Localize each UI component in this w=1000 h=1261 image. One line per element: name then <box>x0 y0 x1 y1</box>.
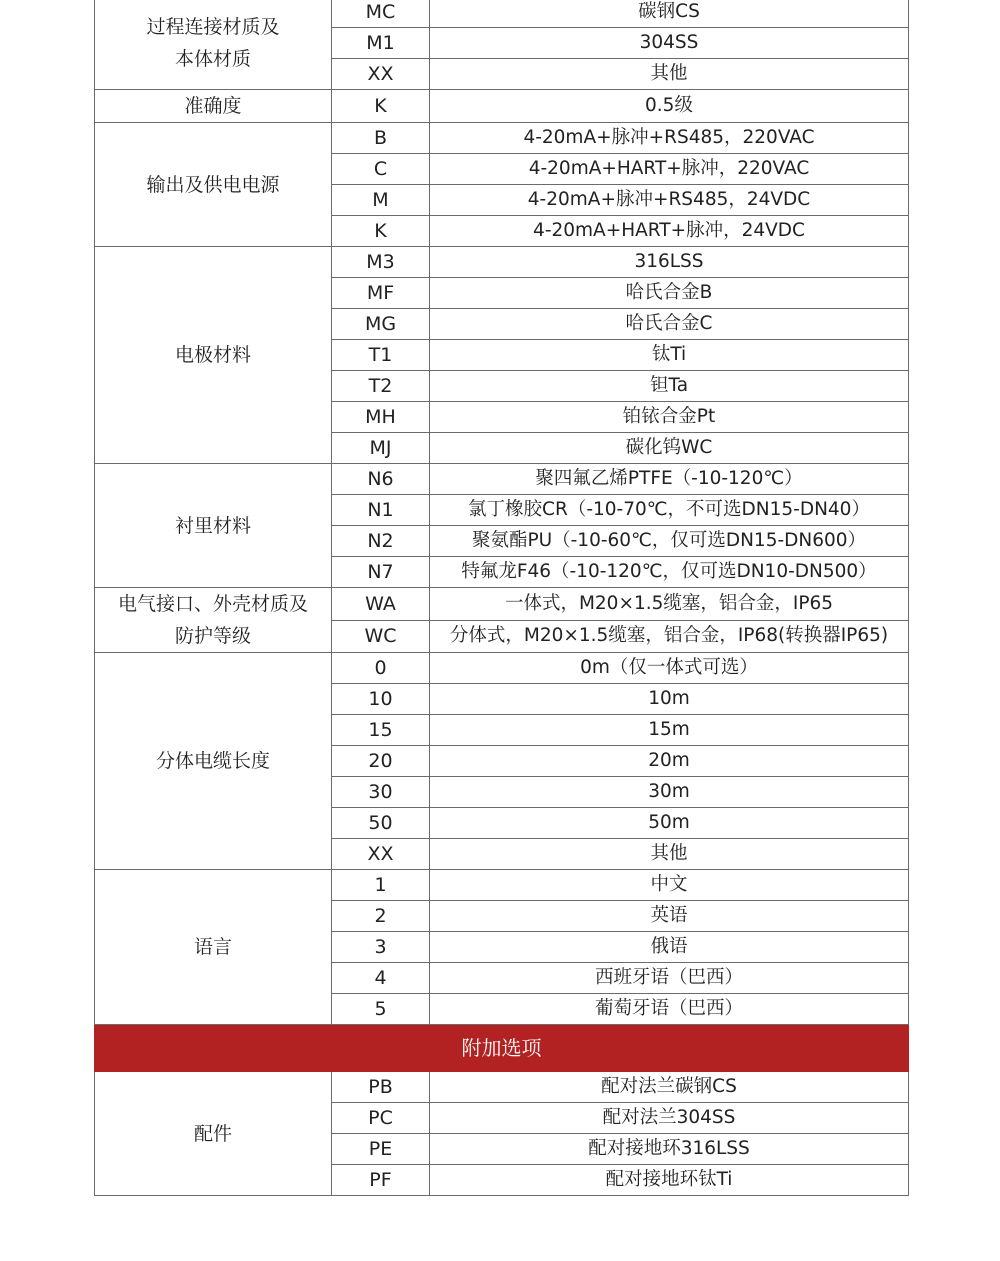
description-cell: 316LSS <box>430 247 909 278</box>
category-cell <box>95 870 332 1025</box>
description-cell: 其他 <box>430 839 909 870</box>
category-cell <box>95 247 332 464</box>
description-cell: 30m <box>430 777 909 808</box>
table-row <box>95 1072 909 1103</box>
spec-table <box>94 0 909 1196</box>
code-cell: C <box>332 154 430 185</box>
code-cell: 20 <box>332 746 430 777</box>
code-cell: 1 <box>332 870 430 901</box>
code-cell: 50 <box>332 808 430 839</box>
code-cell: MJ <box>332 433 430 464</box>
description-cell: 10m <box>430 684 909 715</box>
description-cell: 葡萄牙语（巴西） <box>430 994 909 1025</box>
description-cell: 0m（仅一体式可选） <box>430 653 909 684</box>
code-cell: K <box>332 90 430 123</box>
description-cell: 4-20mA+HART+脉冲，220VAC <box>430 154 909 185</box>
category-cell <box>95 123 332 247</box>
description-cell: 哈氏合金B <box>430 278 909 309</box>
description-cell: 分体式，M20×1.5缆塞，铝合金，IP68(转换器IP65) <box>430 620 909 653</box>
description-cell: 其他 <box>430 59 909 90</box>
description-cell: 配对接地环316LSS <box>430 1134 909 1165</box>
description-cell: 聚四氟乙烯PTFE（-10-120℃） <box>430 464 909 495</box>
table-row <box>95 464 909 495</box>
code-cell: XX <box>332 59 430 90</box>
table-row <box>95 588 909 621</box>
code-cell: PB <box>332 1072 430 1103</box>
category-label: 准确度 <box>184 95 242 117</box>
description-cell: 中文 <box>430 870 909 901</box>
code-cell: K <box>332 216 430 247</box>
description-cell: 聚氨酯PU（-10-60℃，仅可选DN15-DN600） <box>430 526 909 557</box>
code-cell: 4 <box>332 963 430 994</box>
category-label: 电气接口、外壳材质及防护等级 <box>117 593 308 647</box>
code-cell: M1 <box>332 28 430 59</box>
description-cell: 碳钢CS <box>430 0 909 28</box>
description-cell: 碳化钨WC <box>430 433 909 464</box>
addon-banner: 附加选项 <box>95 1025 909 1072</box>
code-cell: XX <box>332 839 430 870</box>
category-label: 配件 <box>193 1122 232 1145</box>
category-label: 电极材料 <box>174 344 251 366</box>
code-cell: 10 <box>332 684 430 715</box>
category-cell <box>95 653 332 870</box>
table-row <box>95 653 909 684</box>
description-cell: 钽Ta <box>430 371 909 402</box>
addon-banner-row <box>95 1025 909 1072</box>
code-cell: N6 <box>332 464 430 495</box>
code-cell: N7 <box>332 557 430 588</box>
code-cell: MH <box>332 402 430 433</box>
table-row <box>95 0 909 28</box>
code-cell: M3 <box>332 247 430 278</box>
code-cell: 0 <box>332 653 430 684</box>
category-cell <box>95 1072 332 1196</box>
description-cell: 一体式，M20×1.5缆塞，铝合金，IP65 <box>430 588 909 621</box>
category-label: 分体电缆长度 <box>155 750 270 772</box>
description-cell: 氯丁橡胶CR（-10-70℃，不可选DN15-DN40） <box>430 495 909 526</box>
table-row <box>95 123 909 154</box>
code-cell: 30 <box>332 777 430 808</box>
description-cell: 20m <box>430 746 909 777</box>
description-cell: 50m <box>430 808 909 839</box>
code-cell: PC <box>332 1103 430 1134</box>
description-cell: 4-20mA+HART+脉冲，24VDC <box>430 216 909 247</box>
category-label: 衬里材料 <box>174 514 251 537</box>
code-cell: B <box>332 123 430 154</box>
description-cell: 英语 <box>430 901 909 932</box>
code-cell: 5 <box>332 994 430 1025</box>
category-cell <box>95 588 332 653</box>
code-cell: PE <box>332 1134 430 1165</box>
description-cell: 4-20mA+脉冲+RS485，220VAC <box>430 123 909 154</box>
description-cell: 铂铱合金Pt <box>430 402 909 433</box>
table-row <box>95 870 909 901</box>
code-cell: MG <box>332 309 430 340</box>
category-label: 语言 <box>193 936 232 958</box>
code-cell: T2 <box>332 371 430 402</box>
code-cell: M <box>332 185 430 216</box>
code-cell: 3 <box>332 932 430 963</box>
category-cell <box>95 90 332 123</box>
description-cell: 俄语 <box>430 932 909 963</box>
description-cell: 0.5级 <box>430 90 909 123</box>
category-label: 过程连接材质及本体材质 <box>146 16 280 70</box>
description-cell: 配对法兰碳钢CS <box>430 1072 909 1103</box>
description-cell: 15m <box>430 715 909 746</box>
category-cell <box>95 0 332 90</box>
code-cell: N1 <box>332 495 430 526</box>
code-cell: PF <box>332 1165 430 1196</box>
description-cell: 哈氏合金C <box>430 309 909 340</box>
category-label: 输出及供电电源 <box>146 173 280 196</box>
description-cell: 配对法兰304SS <box>430 1103 909 1134</box>
code-cell: N2 <box>332 526 430 557</box>
description-cell: 特氟龙F46（-10-120℃，仅可选DN10-DN500） <box>430 557 909 588</box>
description-cell: 钛Ti <box>430 340 909 371</box>
code-cell: T1 <box>332 340 430 371</box>
category-cell <box>95 464 332 588</box>
table-row <box>95 90 909 123</box>
description-cell: 304SS <box>430 28 909 59</box>
code-cell: WC <box>332 620 430 653</box>
code-cell: MF <box>332 278 430 309</box>
table-row <box>95 247 909 278</box>
code-cell: 15 <box>332 715 430 746</box>
description-cell: 4-20mA+脉冲+RS485，24VDC <box>430 185 909 216</box>
code-cell: 2 <box>332 901 430 932</box>
description-cell: 西班牙语（巴西） <box>430 963 909 994</box>
code-cell: WA <box>332 588 430 621</box>
code-cell: MC <box>332 0 430 28</box>
description-cell: 配对接地环钛Ti <box>430 1165 909 1196</box>
